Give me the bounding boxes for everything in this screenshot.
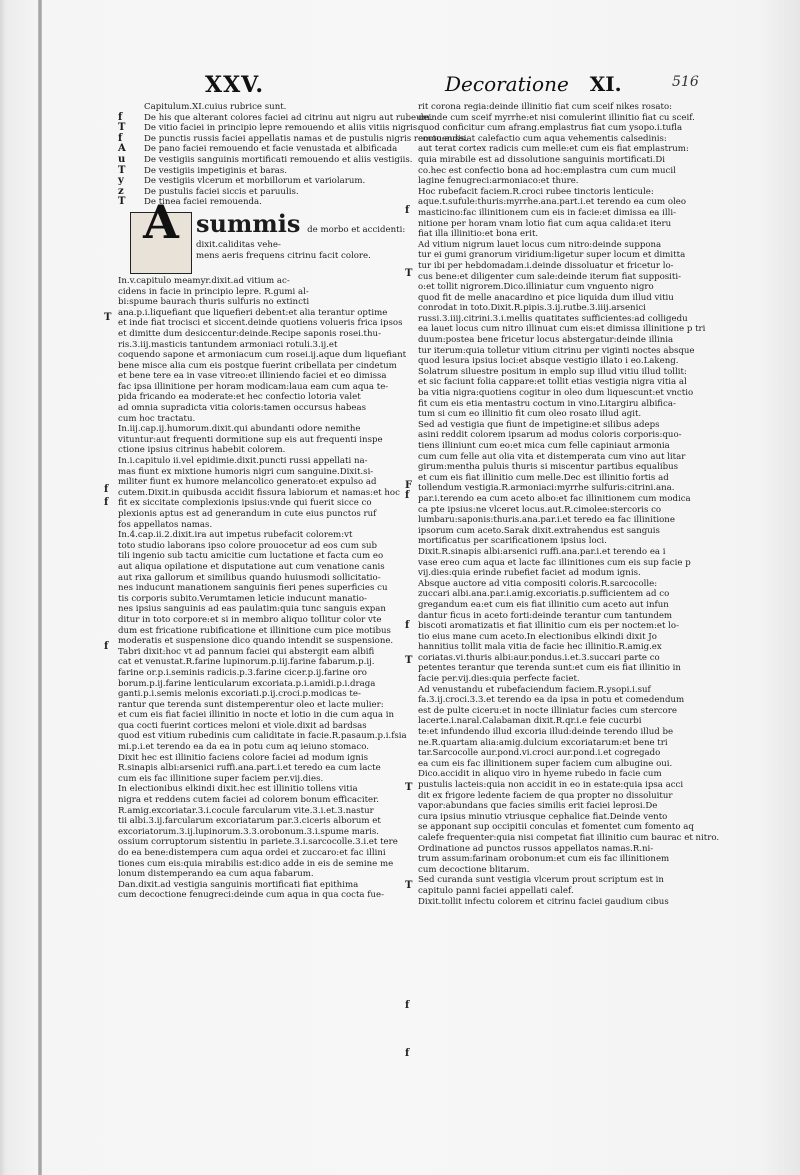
- text-line: coriatas.vi.thuris albi:aur.pondus.i.et.3.succari parte co: [418, 652, 660, 663]
- text-line: pida fricando ea moderate:et hec confectio lotoria valet: [118, 392, 361, 403]
- text-line: dantur ficus in aceto forti:deinde terantur cum tantundem: [418, 610, 673, 621]
- text-line: quod est vitium rubedinis cum caliditate in facie.R.pasaum.p.i.fsia: [118, 731, 407, 742]
- text-line: ea cum eis fac illinitionem super faciem cum albugine oui.: [418, 758, 673, 769]
- running-head-left: XXV.: [205, 72, 265, 98]
- right-column: [418, 102, 718, 907]
- opening-line: dixit.caliditas vehe-: [196, 239, 281, 250]
- text-line: ctione ipsius citrinus habebit colorem.: [118, 445, 286, 456]
- text-line: gregandum ea:et cum eis fiat illinitio cum aceto aut infun: [418, 599, 669, 610]
- text-line: Dixit.tollit infectu colorem et citrinu faciei gaudium cibus: [418, 896, 669, 907]
- text-line: tis corporis subito.Verumtamen leticie inducunt manatio-: [118, 593, 367, 604]
- text-line: toto studio laborans ipso colore prouocetur ad eos cum sub: [118, 540, 378, 551]
- text-line: rantur que terenda sunt distemperentur oleo et lacte mulier:: [118, 699, 384, 710]
- toc-item: f De punctis russis faciei appellatis namas et de pustulis nigris remouendis.: [118, 132, 468, 144]
- text-line: fa.3.ij.croci.3.3.et terendo ea da ipsa in potu et comedendum: [418, 695, 685, 706]
- text-line: quia mirabile est ad dissolutione sanguinis mortificati.Di: [418, 154, 666, 165]
- margin-mark: T: [405, 880, 413, 891]
- text-line: ba vitia nigra:quotiens cogitur in oleo dum liquescunt:et vnctio: [418, 388, 694, 399]
- text-line: te:et infundendo illud excoria illud:deinde terendo illud be: [418, 727, 674, 738]
- margin-mark: f: [104, 497, 109, 508]
- text-line: cus bene:et diligenter cum sale:deinde iterum fiat suppositi-: [418, 271, 682, 282]
- text-line: Sed curanda sunt vestigia vlcerum prout scriptum est in: [418, 875, 664, 886]
- text-line: In.v.capitulo meamyr.dixit.ad vitium ac-: [118, 275, 290, 286]
- text-line: rit corona regia:deinde illinitio fiat cum sceif nikes rosato:: [418, 102, 673, 112]
- opening-line: mens aeris frequens citrinu facit colore.: [196, 250, 371, 261]
- text-line: cum decoctione fenugreci:deinde cum aqua in qua cocta fue-: [118, 890, 384, 901]
- text-line: fit ex siccitate complexionis ipsius:vnde qui fuerit sicce co: [118, 498, 372, 509]
- margin-mark: f: [405, 1048, 410, 1059]
- text-line: ad omnia supradicta vitia coloris:tamen occursus habeas: [118, 403, 366, 414]
- text-line: ris.3.iij.masticis tantundem armoniaci rotuli.3.ij.et: [118, 339, 338, 350]
- text-line: et cum eis fiat faciei illinitio in nocte et lotio in die cum aqua in: [118, 710, 395, 721]
- text-line: Dixit.R.sinapis albi:arsenici ruffi.ana.par.i.et terendo ea i: [418, 546, 666, 557]
- text-line: lumbaru:saponis:thuris.ana.par.i.et teredo ea fac illinitione: [418, 515, 675, 526]
- text-line: Ad vitium nigrum lauet locus cum nitro:deinde suppona: [418, 239, 662, 250]
- text-line: cura ipsius minutio vtriusque cephalice fiat.Deinde vento: [418, 811, 668, 822]
- text-line: cocto:aussiat calefactio cum aqua vehementis calsedinis:: [418, 133, 667, 144]
- text-line: quod fit de melle anacardino et pice liquida dum illud vitiu: [418, 292, 674, 303]
- text-line: girum:mentha puluis thuris si miscentur partibus equalibus: [418, 462, 679, 473]
- text-line: tiens illiniunt cum eo:et mica cum felle capiniaut armonia: [418, 441, 670, 451]
- text-line: excoriatorum.3.ij.lupinorum.3.3.orobonum.3.i.spume maris.: [118, 826, 380, 837]
- text-line: mi.p.i.et terendo ea da ea in potu cum aq ieiuno stomaco.: [118, 742, 369, 753]
- toc-item: T De vestigiis impetiginis et baras.: [118, 164, 288, 176]
- text-line: cat et venustat.R.farine lupinorum.p.iij.farine fabarum.p.ij.: [118, 657, 375, 668]
- text-line: cum eis fac illinitione super faciem per.vij.dies.: [118, 773, 324, 784]
- text-line: Dixit hec est illinitio faciens colore faciei ad modum ignis: [118, 752, 369, 763]
- margin-mark: T: [405, 655, 413, 666]
- text-line: nes inducunt manationem sanguinis fieri penes superficies cu: [118, 583, 388, 594]
- initial-letter: A: [143, 194, 179, 249]
- text-line: In.4.cap.ii.2.dixit.ira aut impetus rubefacit colorem:vt: [118, 530, 353, 541]
- text-line: cum cum felle aut olia vita et distemperata cum vino aut litar: [418, 451, 686, 462]
- text-line: lonum distemperando ea cum aqua fabarum.: [118, 869, 314, 880]
- right-body-text: [418, 102, 718, 907]
- text-line: mortificatus per scarificationem ipsius loci.: [418, 536, 607, 547]
- running-head-right: [445, 72, 622, 96]
- left-column: [118, 102, 468, 901]
- text-line: In electionibus elkindi dixit.hec est illinitio tollens vitia: [118, 784, 358, 795]
- text-line: tum si cum eo illinitio fit cum oleo rosato illud agit.: [418, 409, 642, 420]
- text-line: farine or.p.i.seminis radicis.p.3.farine cicer.p.ij.farine oro: [118, 667, 367, 678]
- opening-line: de morbo et accidenti:: [307, 224, 406, 235]
- text-line: Hoc rubefacit faciem.R.croci rubee tinctoris lenticule:: [418, 186, 654, 197]
- text-line: ea lauet locus cum nitro illinuat cum eis:et dimissa illinitione p tri: [418, 324, 706, 335]
- text-line: quod conficitur cum afrang.emplastrus fiat cum ysopo.i.tufla: [418, 123, 683, 134]
- text-line: bene misce alia cum eis postque fuerint cribellata per cindetum: [118, 360, 397, 371]
- toc-item: u De vestigiis sanguinis mortificati remouendo et aliis vestigiis.: [118, 153, 413, 165]
- margin-mark: f: [405, 620, 410, 631]
- text-line: cutem.Dixit.in quibusda accidit fissura labiorum et namas:et hoc: [118, 487, 400, 498]
- text-line: Dan.dixit.ad vestigia sanguinis mortificati fiat epithima: [118, 879, 359, 890]
- text-line: borum.p.ij.farine lenticularum excoriata.p.i.amidi.p.i.draga: [118, 678, 376, 689]
- text-line: plexionis aptus est ad generandum in cute eius punctos ruf: [118, 509, 377, 519]
- text-line: Sed ad vestigia que fiunt de impetigine:et silibus adeps: [418, 419, 660, 430]
- text-line: cum hoc tractatu.: [118, 413, 196, 424]
- toc-item: A De pano faciei remouendo et facie venustada et albificada: [118, 143, 398, 155]
- text-line: In.iij.cap.ij.humorum.dixit.qui abundanti odore nemithe: [118, 424, 361, 435]
- text-line: dum est fricatione rubificatione et illinitione cum pice motibus: [118, 625, 391, 636]
- text-line: tur iterum:quia tolletur vitium citrinu per viginti noctes absque: [418, 345, 695, 356]
- text-line: militer fiunt ex humore melancolico generato:et expulso ad: [118, 477, 377, 488]
- text-line: russi.3.iiij.citrini.3.i.mellis quatitates sufficientes:ad colligedu: [418, 313, 688, 324]
- text-line: deinde cum sceif myrrhe:et nisi comulerint illinitio fiat cu sceif.: [418, 112, 695, 123]
- text-line: In.i.capitulo ii.vel epidimie.dixit.puncti russi appellati na-: [118, 456, 368, 467]
- text-line: qua cocti fuerint cortices meloni et viole.dixit ad bardsas: [118, 720, 367, 731]
- text-line: vase ereo cum aqua et lacte fac illinitiones cum eis sup facie p: [418, 557, 691, 568]
- text-line: et bene tere ea in vase vitreo:et illiniendo faciei et eo dimissa: [118, 371, 387, 382]
- text-line: ditur in toto corpore:et si in membro aliquo tollitur color vte: [118, 614, 382, 625]
- text-line: et cum eis fiat illinitio cum melle.Dec est illinitio fortis ad: [418, 472, 669, 483]
- binding-crease: [38, 0, 42, 1175]
- text-line: zuccari albi.ana.par.i.amig.excoriatis.p.sufficientem ad co: [418, 589, 670, 600]
- text-line: vij.dies:quia erinde rubefiet faciet ad modum ignis.: [418, 568, 641, 579]
- text-line: Solatrum siluestre positum in emplo sup illud vitiu illud tollit:: [418, 366, 687, 377]
- toc-list: [118, 111, 468, 208]
- text-line: mas fiunt ex mixtione humoris nigri cum sanguine.Dixit.si-: [118, 466, 374, 477]
- text-line: nes ipsius sanguinis ad eas paulatim:quia tunc sanguis expan: [118, 604, 386, 615]
- text-line: nitione per horam vnam lotio fiat cum aqua calida:et iteru: [418, 218, 672, 229]
- text-line: trum assum:farinam orobonum:et cum eis fac illinitionem: [418, 854, 670, 865]
- text-line: aut terat cortex radicis cum melle:et cum eis fiat emplastrum:: [418, 144, 689, 155]
- margin-mark: f: [405, 490, 410, 501]
- text-line: R.amig.excoriatar.3.i.cocule farcularum vite.3.i.et.3.nastur: [118, 805, 374, 816]
- margin-mark: f: [405, 205, 410, 216]
- text-line: cidens in facie in principio lepre. R.gumi al-: [118, 286, 309, 297]
- text-line: tur ei gumi granorum viridium:ligetur super locum et dimitta: [418, 250, 686, 261]
- toc-item: f De his que alterant colores faciei ad citrinu aut nigru aut rubeum.: [118, 111, 433, 123]
- text-line: R.sinapis albi:arsenici ruffi.ana.part.i.et teredo ea cum lacte: [118, 763, 381, 774]
- text-line: ana.p.i.liquefiant que liquefieri debent:et alia terantur optime: [118, 307, 388, 318]
- text-line: dit ex frigore ledente faciem de qua propter no dissoluitur: [418, 790, 673, 801]
- margin-mark: T: [405, 268, 413, 279]
- text-line: quod lesura ipsius loci:et absque vestigio illato i eo.Lakeng.: [418, 356, 679, 367]
- text-line: co.hec est confectio bona ad hoc:emplastra cum cum mucil: [418, 165, 676, 176]
- text-line: tur ibi per hebdomadam.i.deinde dissoluatur et fricetur lo-: [418, 260, 674, 271]
- text-line: fos appellatos namas.: [118, 519, 213, 530]
- text-line: est de pulte ciceru:et in nocte illiniatur facies cum stercore: [418, 705, 677, 716]
- margin-mark: F: [405, 480, 413, 491]
- initial-word: summis: [196, 208, 301, 238]
- text-line: calefe frequenter:quia nisi competat fiat illinitio cum baurac et nitro.: [418, 832, 720, 843]
- text-line: masticino:fac illinitionem cum eis in facie:et dimissa ea illi-: [418, 207, 677, 218]
- text-line: Ordinatione ad punctos russos appellatos namas.R.ni-: [418, 843, 654, 854]
- text-line: pustulis lacteis:quia non accidit in eo in estate:quia ipsa acci: [418, 780, 684, 790]
- text-line: tollendum vestigia.R.armoniaci:myrrhe sulfuris:citrini.ana.: [418, 483, 675, 494]
- chapter-number: XI.: [589, 72, 622, 96]
- toc-item: y De vestigiis vlcerum et morbillorum et variolarum.: [118, 175, 366, 187]
- text-line: tio eius mane cum aceto.In electionibus elkindi dixit Jo: [418, 631, 657, 642]
- text-line: et dimitte dum desiccentur:deinde.Recipe saponis rosei.thu-: [118, 328, 381, 339]
- text-line: tar.Sarcocolle aur.pond.vi.croci aur.pond.i.et cogregado: [418, 748, 661, 759]
- text-line: ca pte ipsius:ne vlceret locus.aut.R.cimolee:stercoris co: [418, 504, 662, 515]
- text-line: cum decoctione blitarum.: [418, 864, 530, 875]
- text-line: hannitius tollit mala vitia de facie hec illinitio.R.amig.ex: [418, 642, 662, 653]
- text-line: do ea bene:distempera cum aqua ordei et zuccaro:et fac illini: [118, 848, 386, 858]
- text-line: fit cum eis etia mentastru coctum in vino.Litargiru albifica-: [418, 398, 676, 409]
- text-line: Tabri dixit:hoc vt ad pannum faciei qui abstergit eam albifi: [118, 646, 375, 657]
- text-line: aque.t.sufule:thuris:myrrhe.ana.part.i.et terendo ea cum oleo: [418, 197, 687, 208]
- text-line: ipsorum cum aceto.Sarak dixit.extrahendus est sanguis: [418, 525, 660, 536]
- text-line: vapor:abundans que facies similis erit faciei leprosi.De: [418, 801, 658, 812]
- toc-item: z De pustulis faciei siccis et paruulis.: [118, 185, 299, 197]
- text-line: tiones cum eis:quia mirabilis est:dico adde in eis de semine me: [118, 858, 394, 869]
- text-line: lagine fenugreci:armoniaco:et thure.: [418, 176, 579, 187]
- toc-item: T De vitio faciei in principio lepre remouendo et aliis vitiis nigris.: [118, 122, 421, 134]
- text-line: coquendo sapone et armoniacum cum rosei.ij.aque dum liquefiant: [118, 350, 407, 361]
- text-line: ne.R.quartam alia:amig.dulcium excoriatarum:et bene tri: [418, 737, 668, 748]
- text-line: duum:postea bene fricetur locus abstergatur:deinde illinia: [418, 335, 674, 346]
- text-line: tili ingenio sub tactu amicitie cum luctatione et facta cum eo: [118, 551, 384, 562]
- text-line: facie per.vij.dies:quia perfecte faciet.: [418, 674, 580, 685]
- text-line: conrodat in toto.Dixit.R.pipis.3.ij.rutbe.3.iiij.arsenici: [418, 303, 646, 314]
- left-body-text: [118, 276, 418, 901]
- text-line: Absque auctore ad vitia compositi coloris.R.sarcocolle:: [418, 578, 658, 589]
- text-line: biscoti aromatizatis et fiat illinitio cum eis per noctem:et lo-: [418, 621, 679, 632]
- text-line: et sic faciunt folia cappare:et tollit etias vestigia nigra vitia al: [418, 377, 687, 388]
- margin-mark: f: [104, 484, 109, 495]
- text-line: petentes terantur que terenda sunt:et cum eis fiat illinitio in: [418, 663, 681, 674]
- text-line: Dico.accidit in aliquo viro in hyeme rubedo in facie cum: [418, 769, 662, 780]
- text-line: moderatis et suspensione dico quando intendit se suspensione.: [118, 636, 394, 647]
- folio-number: 516: [672, 74, 699, 90]
- text-line: et inde fiat trocisci et siccent.deinde quotiens volueris frica ipsos: [118, 318, 403, 329]
- text-line: capitulo panni faciei appellati calef.: [418, 885, 574, 896]
- toc-item: T De tinea faciei remouenda.: [118, 196, 262, 208]
- text-line: nigra et reddens cutem faciei ad colorem bonum efficaciter.: [118, 795, 380, 806]
- decorated-initial: [130, 194, 192, 274]
- margin-mark: T: [405, 782, 413, 793]
- margin-mark: f: [405, 1000, 410, 1011]
- margin-mark: f: [104, 641, 109, 652]
- text-line: aut aliqua opilatione et disputatione aut cum venatione canis: [118, 561, 385, 572]
- text-line: tii albi.3.ij.farcularum excoriatarum par.3.ciceris alborum et: [118, 816, 381, 827]
- text-line: ossium corruptorum sistentiu in pariete.3.i.sarcocolle.3.i.et tere: [118, 837, 398, 848]
- text-line: o:et tollit nigrorem.Dico.illiniatur cum vnguento nigro: [418, 282, 654, 293]
- text-line: Ad venustandu et rubefaciendum faciem.R.ysopi.i.suf: [418, 684, 651, 695]
- text-line: bi:spume baurach thuris sulfuris no extincti: [118, 297, 310, 308]
- chapter-heading: Capitulum.XI.cuius rubrice sunt.: [144, 102, 287, 112]
- text-line: aut rixa gallorum et similibus quando huiusmodi sollicitatio-: [118, 572, 381, 583]
- text-line: se apponant sup occipitii conculas et fomentet cum fomento aq: [418, 822, 694, 833]
- text-line: lacerte.i.naral.Calabaman dixit.R.qr.i.e feie cucurbi: [418, 716, 642, 727]
- section-title: Decoratione: [445, 72, 569, 96]
- text-line: fac ipsa illinitione per horam modicam:laua eam cum aqua te-: [118, 381, 389, 392]
- text-line: vituntur:aut frequenti dormitione sup eis aut frequenti inspe: [118, 434, 383, 445]
- text-line: par.i.terendo ea cum aceto albo:et fac illinitionem cum modica: [418, 493, 691, 504]
- text-line: asini reddit colorem ipsarum ad modus coloris corporis:quo-: [418, 430, 682, 441]
- margin-mark: T: [104, 312, 112, 323]
- text-line: ganti.p.i.semis melonis excoriati.p.ij.croci.p.modicas te-: [118, 689, 361, 700]
- text-line: fiat illa illinitio:et bona erit.: [418, 229, 539, 240]
